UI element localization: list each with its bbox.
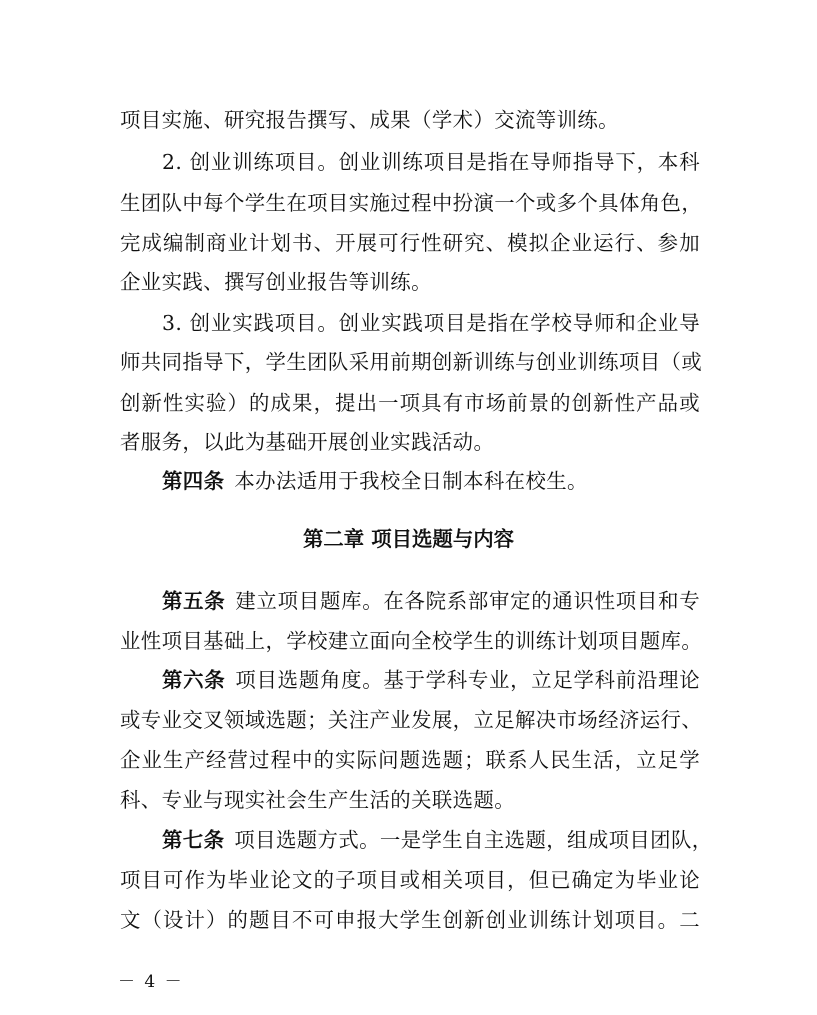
paragraph-line: 完成编制商业计划书、开展可行性研究、模拟企业运行、参加 xyxy=(120,231,700,255)
paragraph-line: 企业生产经营过程中的实际问题选题；联系人民生活，立足学 xyxy=(120,748,700,772)
paragraph-line: 企业实践、撰写创业报告等训练。 xyxy=(120,270,432,294)
paragraph-line: 2. 创业训练项目。创业训练项目是指在导师指导下，本科 xyxy=(162,150,700,174)
paragraph-line: 项目可作为毕业论文的子项目或相关项目，但已确定为毕业论 xyxy=(120,868,700,892)
article-5 xyxy=(162,587,700,615)
article-label: 第六条 xyxy=(162,668,226,692)
paragraph-line: 业性项目基础上，学校建立面向全校学生的训练计划项目题库。 xyxy=(120,629,703,653)
article-7 xyxy=(162,826,713,854)
article-text: 本办法适用于我校全日制本科在校生。 xyxy=(234,469,588,493)
article-text: 项目选题角度。基于学科专业，立足学科前沿理论 xyxy=(235,668,700,692)
paragraph-line: 文（设计）的题目不可申报大学生创新创业训练计划项目。二 xyxy=(120,908,700,932)
chapter-title: 第二章 项目选题与内容 xyxy=(302,527,514,551)
paragraph-line: 生团队中每个学生在项目实施过程中扮演一个或多个具体角色， xyxy=(120,191,703,215)
article-4 xyxy=(162,467,700,495)
paragraph-line: 项目实施、研究报告撰写、成果（学术）交流等训练。 xyxy=(120,108,619,132)
article-label: 第五条 xyxy=(162,589,226,613)
paragraph-line: 3. 创业实践项目。创业实践项目是指在学校导师和企业导 xyxy=(162,311,700,335)
paragraph-line: 或专业交叉领域选题；关注产业发展，立足解决市场经济运行、 xyxy=(120,708,703,732)
article-label: 第七条 xyxy=(162,828,225,852)
paragraph-line: 者服务，以此为基础开展创业实践活动。 xyxy=(120,430,495,454)
article-text: 建立项目题库。在各院系部审定的通识性项目和专 xyxy=(235,589,700,613)
paragraph-line: 科、专业与现实社会生产生活的关联选题。 xyxy=(120,788,516,812)
page-number: － 4 － xyxy=(118,972,184,992)
article-text: 项目选题方式。一是学生自主选题，组成项目团队， xyxy=(234,828,713,852)
paragraph-line: 创新性实验）的成果，提出一项具有市场前景的创新性产品或 xyxy=(120,391,700,415)
article-6 xyxy=(162,666,700,694)
paragraph-line: 师共同指导下，学生团队采用前期创新训练与创业训练项目（或 xyxy=(120,350,703,374)
article-label: 第四条 xyxy=(162,469,225,493)
